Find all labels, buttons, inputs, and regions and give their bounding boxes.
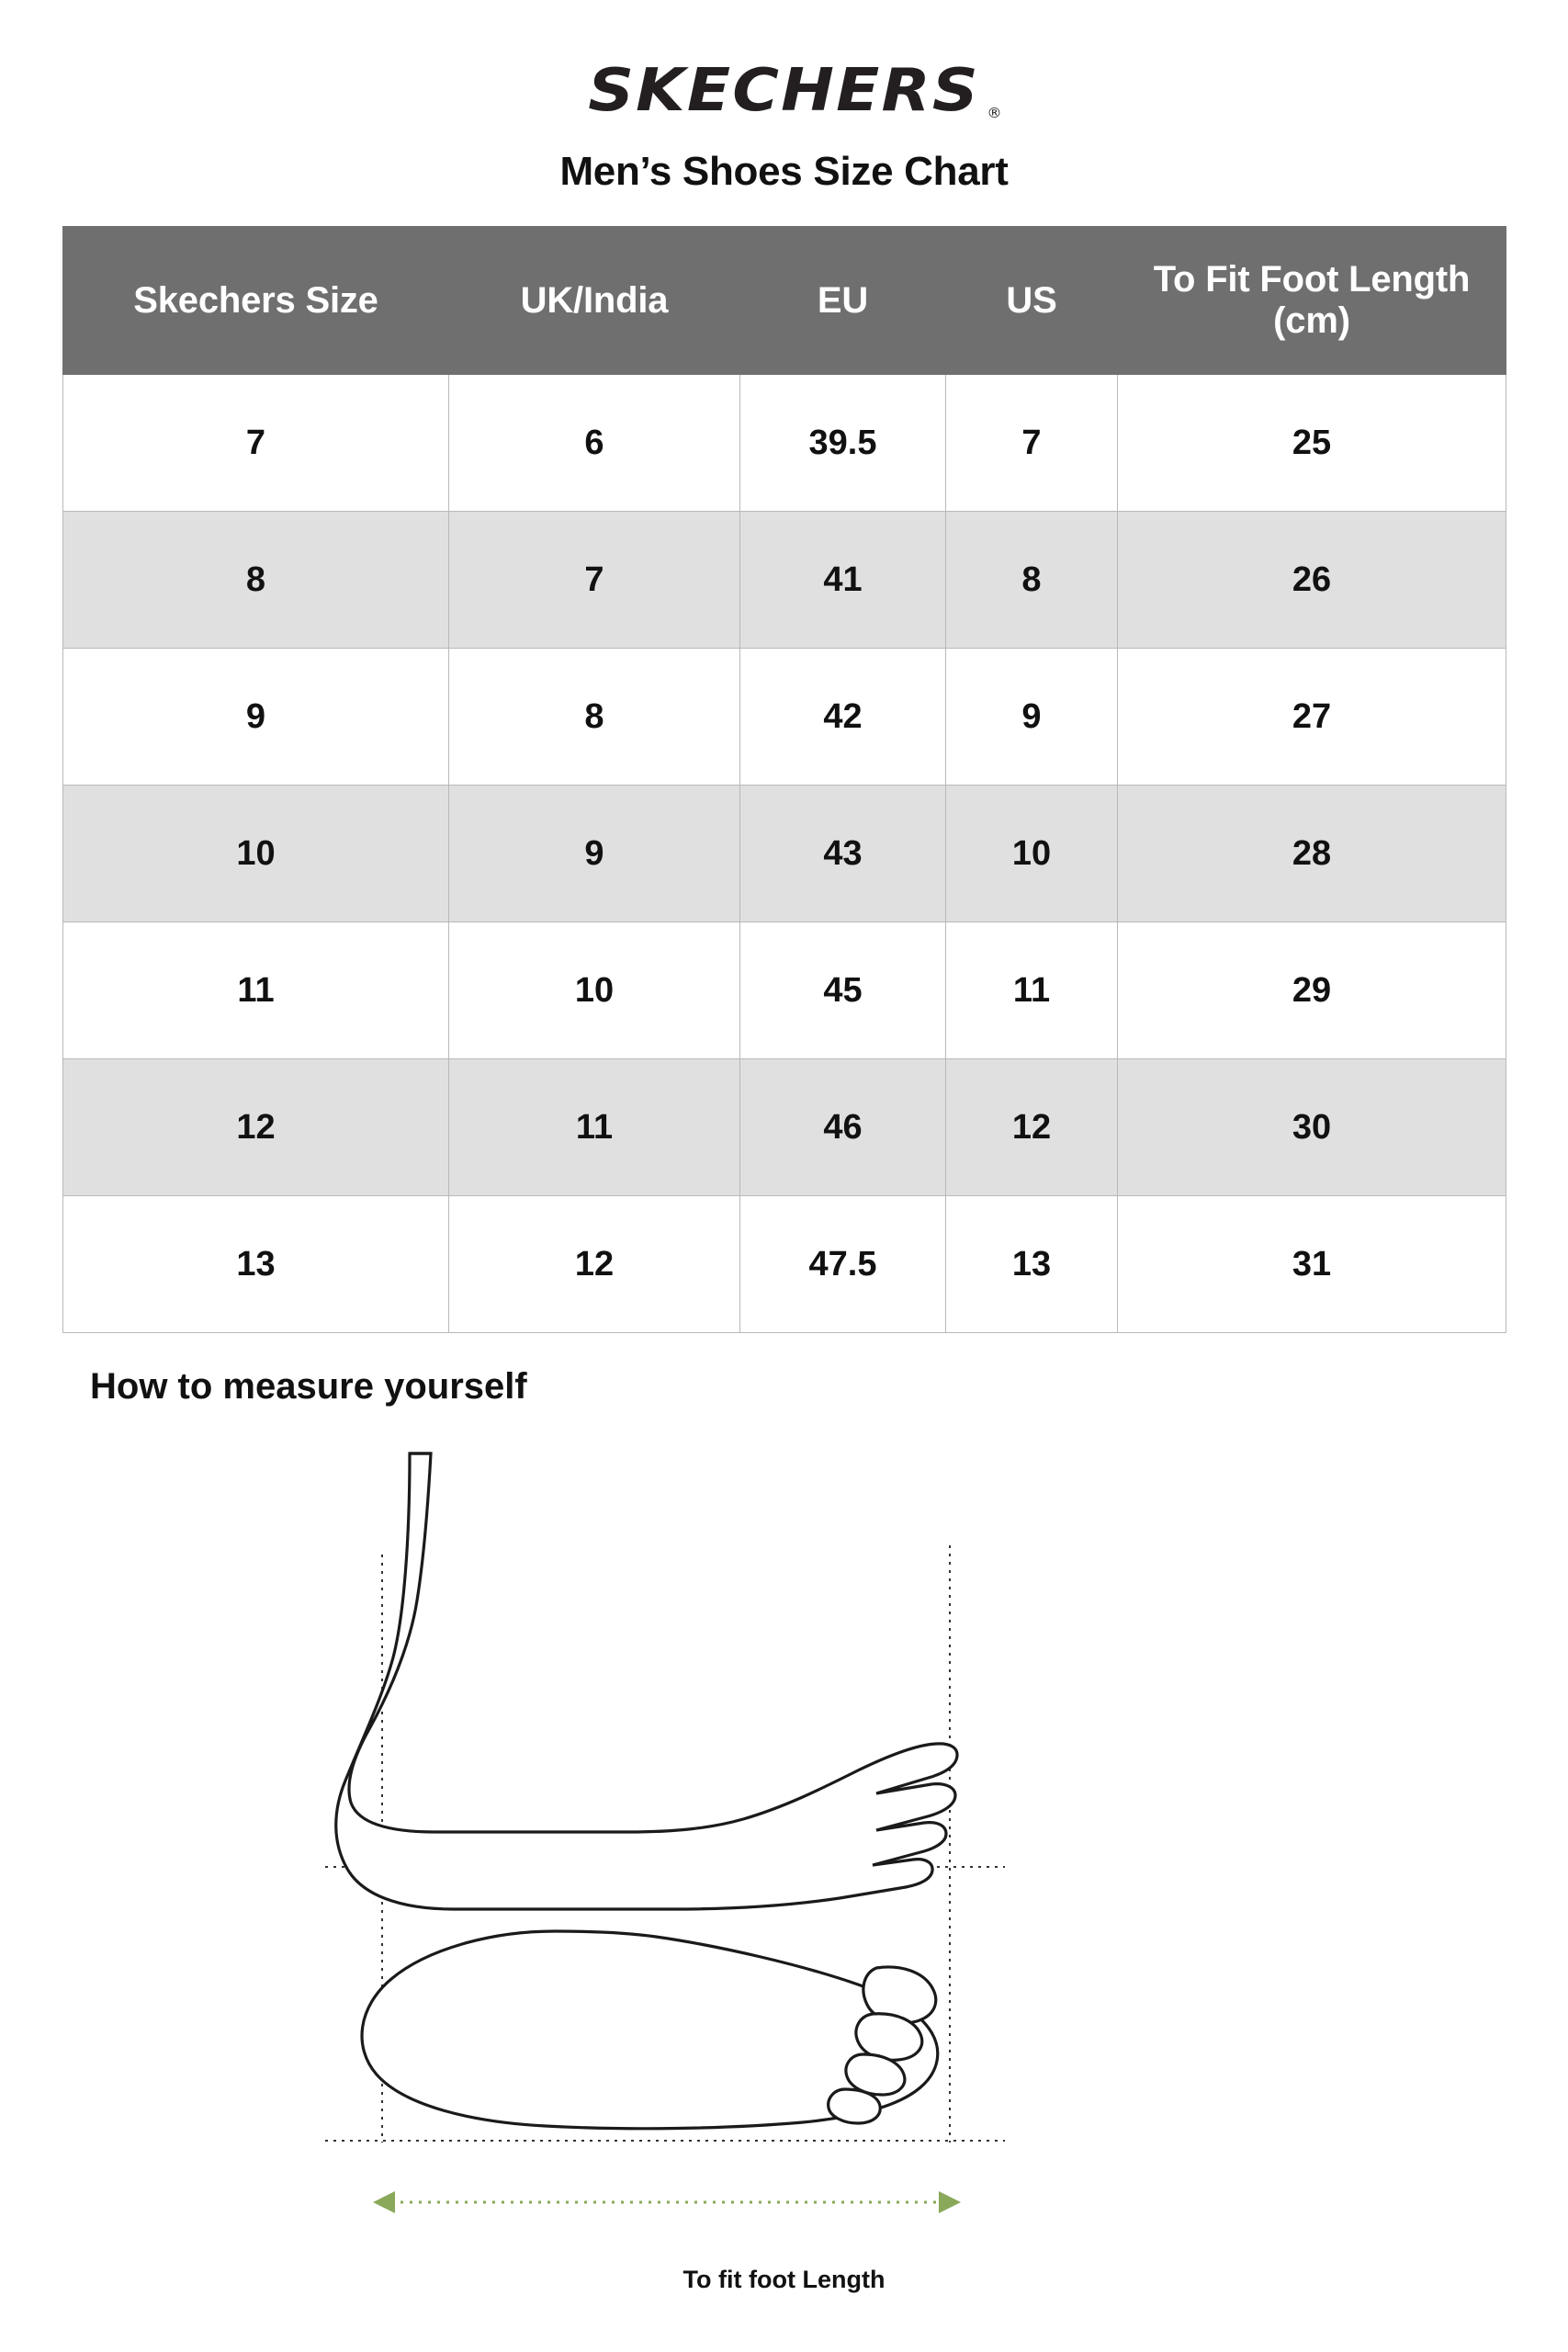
- registered-mark-icon: ®: [987, 105, 1002, 121]
- cell-uk-india: 11: [449, 1059, 740, 1196]
- cell-eu: 46: [740, 1059, 946, 1196]
- cell-foot-length: 30: [1118, 1059, 1506, 1196]
- cell-foot-length: 26: [1118, 512, 1506, 649]
- cell-eu: 42: [740, 649, 946, 786]
- size-table-wrapper: [62, 226, 1506, 1333]
- cell-skechers-size: 13: [63, 1196, 449, 1333]
- cell-foot-length: 31: [1118, 1196, 1506, 1333]
- cell-uk-india: 9: [449, 786, 740, 922]
- cell-eu: 41: [740, 512, 946, 649]
- cell-us: 12: [946, 1059, 1118, 1196]
- cell-uk-india: 6: [449, 375, 740, 512]
- cell-us: 8: [946, 512, 1118, 649]
- page-title: Men’s Shoes Size Chart: [559, 149, 1009, 194]
- cell-foot-length: 25: [1118, 375, 1506, 512]
- how-to-measure-heading: How to measure yourself: [90, 1366, 527, 1407]
- cell-skechers-size: 8: [63, 512, 449, 649]
- column-header-uk-india: UK/India: [449, 227, 740, 375]
- cell-us: 9: [946, 649, 1118, 786]
- cell-skechers-size: 11: [63, 922, 449, 1059]
- cell-eu: 43: [740, 786, 946, 922]
- column-header-us: US: [946, 227, 1118, 375]
- cell-eu: 45: [740, 922, 946, 1059]
- column-header-foot-length: To Fit Foot Length (cm): [1118, 227, 1506, 375]
- cell-eu: 47.5: [740, 1196, 946, 1333]
- foot-diagram-svg: [325, 1417, 1244, 2271]
- table-row: [63, 375, 1506, 512]
- foot-length-caption: To fit foot Length: [682, 2266, 886, 2293]
- cell-uk-india: 10: [449, 922, 740, 1059]
- cell-eu: 39.5: [740, 375, 946, 512]
- column-header-skechers-size: Skechers Size: [63, 227, 449, 375]
- foot-measurement-diagram: [0, 1417, 1568, 2293]
- table-header-row: [63, 227, 1506, 375]
- table-row: [63, 786, 1506, 922]
- size-table: [62, 226, 1506, 1333]
- brand-logo-text: [588, 57, 1002, 125]
- brand-logo: [0, 0, 1568, 125]
- cell-us: 10: [946, 786, 1118, 922]
- cell-us: 13: [946, 1196, 1118, 1333]
- table-row: [63, 922, 1506, 1059]
- cell-skechers-size: 7: [63, 375, 449, 512]
- cell-us: 11: [946, 922, 1118, 1059]
- column-header-eu: EU: [740, 227, 946, 375]
- cell-foot-length: 29: [1118, 922, 1506, 1059]
- cell-uk-india: 7: [449, 512, 740, 649]
- cell-skechers-size: 9: [63, 649, 449, 786]
- cell-us: 7: [946, 375, 1118, 512]
- table-row: [63, 649, 1506, 786]
- cell-foot-length: 28: [1118, 786, 1506, 922]
- brand-logo-label: SKECHERS: [588, 57, 980, 125]
- cell-uk-india: 8: [449, 649, 740, 786]
- table-row: [63, 1196, 1506, 1333]
- cell-skechers-size: 10: [63, 786, 449, 922]
- cell-skechers-size: 12: [63, 1059, 449, 1196]
- foot-sole-view-icon: [362, 1931, 938, 2129]
- foot-length-arrow-icon: [373, 2191, 961, 2213]
- table-row: [63, 512, 1506, 649]
- table-row: [63, 1059, 1506, 1196]
- cell-uk-india: 12: [449, 1196, 740, 1333]
- foot-side-view-icon: [335, 1453, 956, 1909]
- cell-foot-length: 27: [1118, 649, 1506, 786]
